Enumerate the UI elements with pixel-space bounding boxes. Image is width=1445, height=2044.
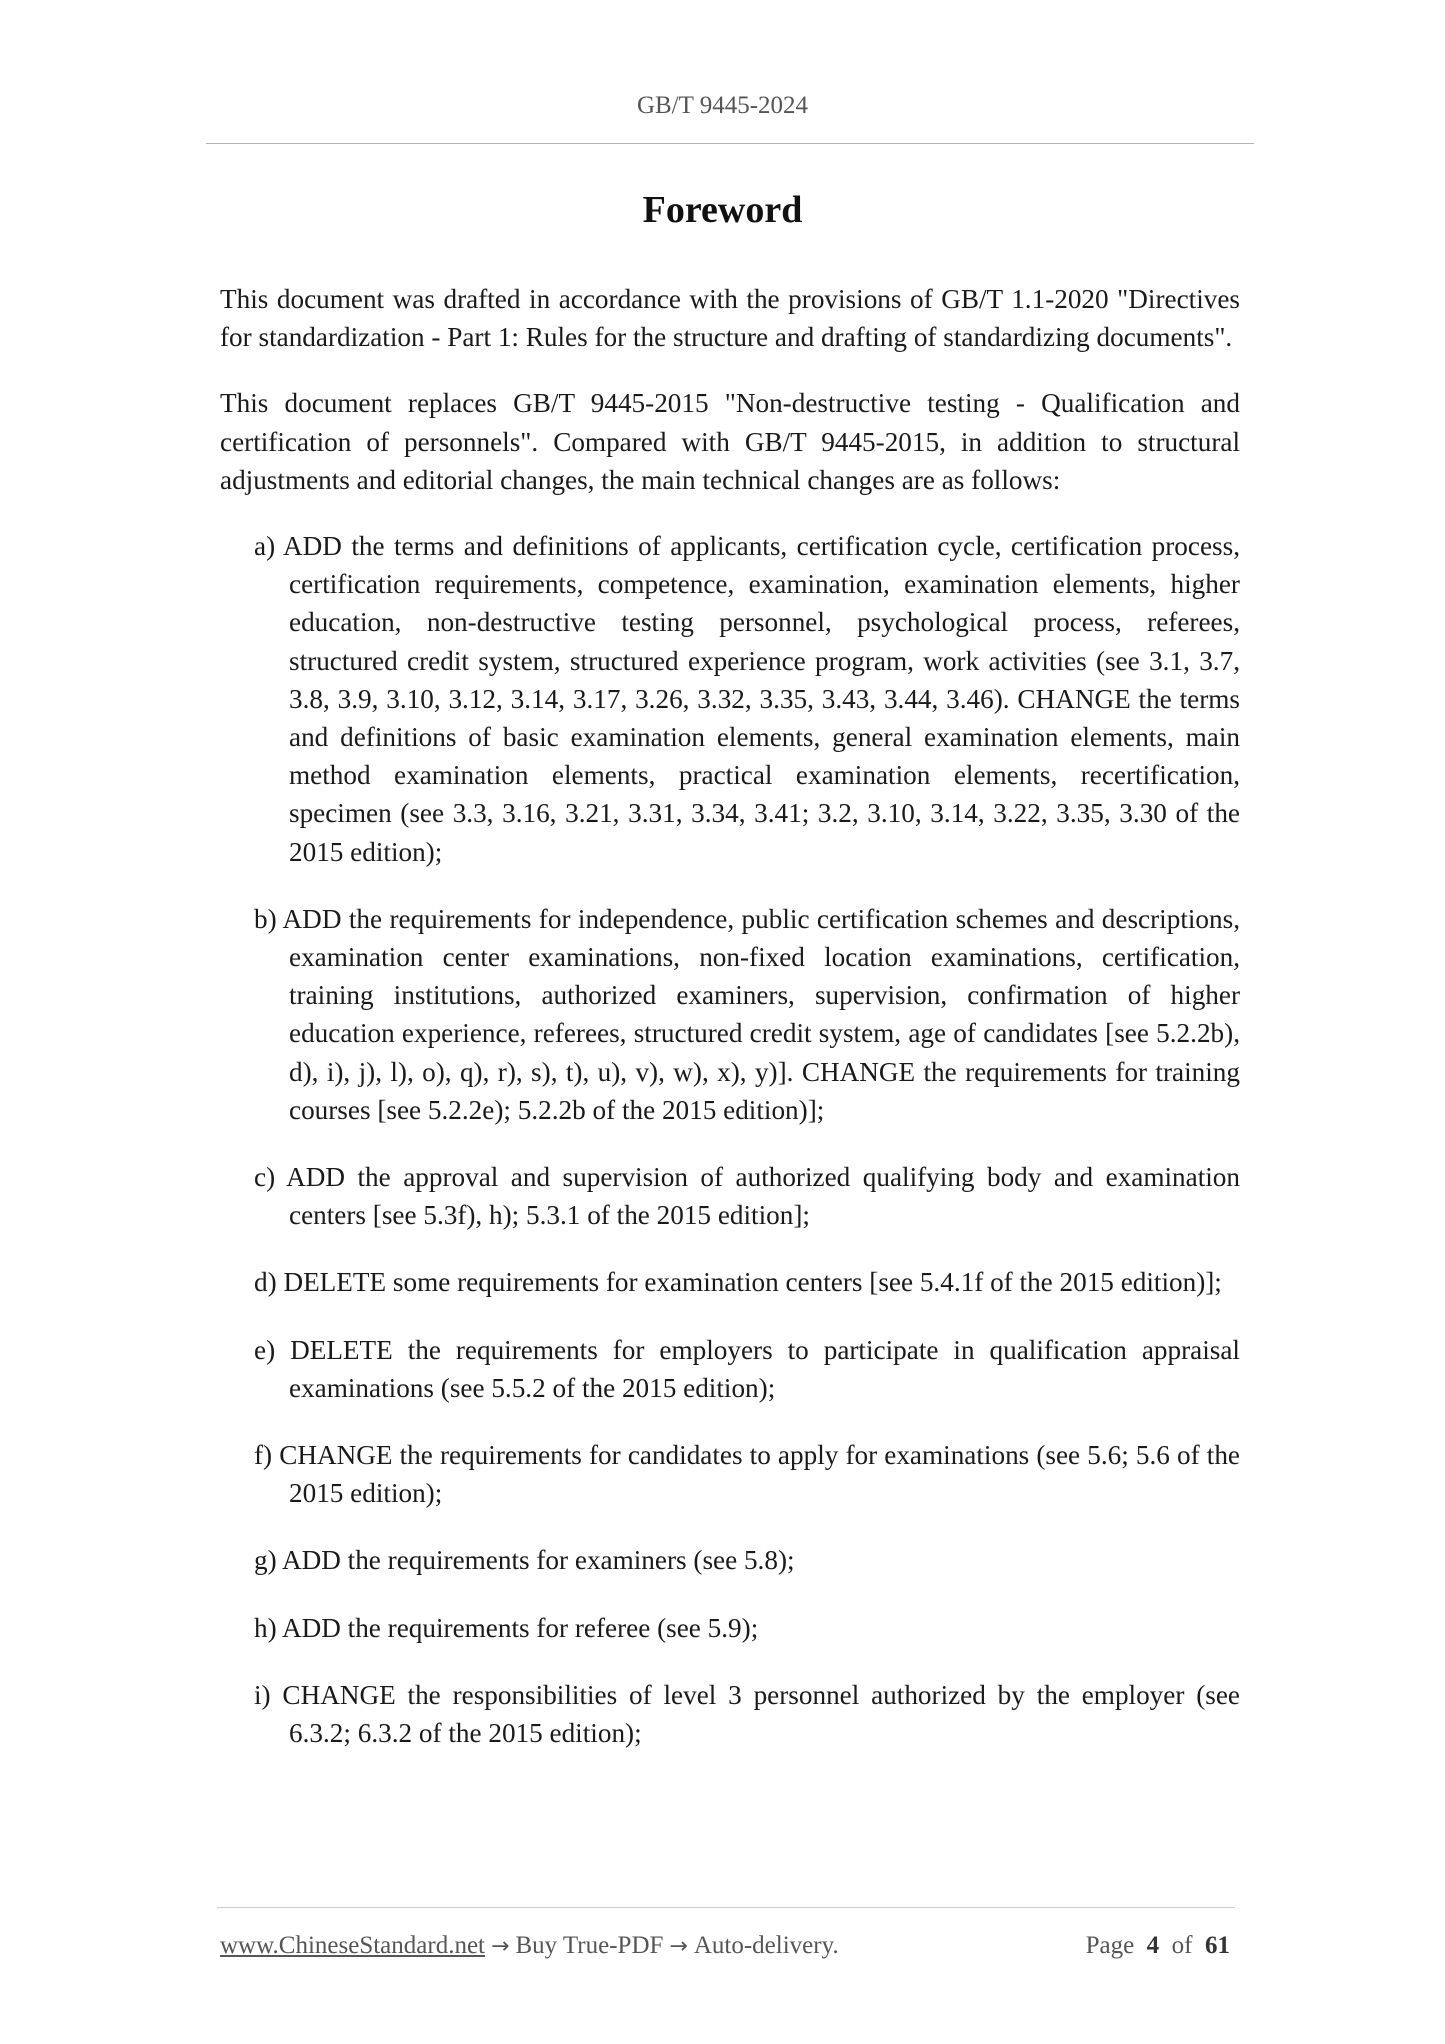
paragraph-drafting-basis: This document was drafted in accordance with the provisions of GB/T 1.1-2020 "Directives for standardization - Part 1: Rules for the structure and drafting of standardizing documents". <box>220 284 1240 353</box>
list-item-i: i) CHANGE the responsibilities of level 3 personnel authorized by the employer (see 6.3.2; 6.3.2 of the 2015 edition); <box>254 1679 1240 1749</box>
list-item-f: f) CHANGE the requirements for candidates to apply for examinations (see 5.6; 5.6 of the 2015 edition); <box>254 1440 1240 1509</box>
arrow-right-icon: → <box>669 1934 688 1959</box>
technical-changes-list <box>220 527 1240 1752</box>
list-item-a: a) ADD the terms and definitions of applicants, certification cycle, certification process, certification requirements, competence, examination, examination elements, higher education, non-destructive testing personnel, psychological process, referees, structured credit system, structured experience program, work activities (see 3.1, 3.7, 3.8, 3.9, 3.10, 3.12, 3.14, 3.17, 3.26, 3.32, 3.35, 3.43, 3.44, 3.46). CHANGE the terms and definitions of basic examination elements, general examination elements, main method examination elements, practical examination elements, recertification, specimen (see 3.3, 3.16, 3.21, 3.31, 3.34, 3.41; 3.2, 3.10, 3.14, 3.22, 3.35, 3.30 of the 2015 edition); <box>254 531 1240 867</box>
list-item-c: c) ADD the approval and supervision of authorized qualifying body and examination centers [see 5.3f), h); 5.3.1 of the 2015 edition]; <box>254 1162 1240 1231</box>
list-item-g: g) ADD the requirements for examiners (see 5.8); <box>254 1545 795 1576</box>
document-code: GB/T 9445-2024 <box>636 92 809 119</box>
page-number <box>1086 1932 1230 1960</box>
buy-true-pdf-text: Buy True-PDF <box>515 1932 664 1959</box>
page-of: of <box>1171 1932 1193 1959</box>
footer-promo <box>220 1932 839 1960</box>
arrow-right-icon: → <box>491 1934 510 1959</box>
list-item-e: e) DELETE the requirements for employers to participate in qualification appraisal examinations (see 5.5.2 of the 2015 edition); <box>254 1334 1240 1403</box>
header-divider <box>206 143 1254 144</box>
list-item-h: h) ADD the requirements for referee (see 5.9); <box>254 1612 759 1643</box>
footer-divider <box>217 1907 1235 1908</box>
foreword-body <box>220 280 1240 1781</box>
page-title: Foreword <box>642 189 803 231</box>
list-item-b: b) ADD the requirements for independence, public certification schemes and descriptions, examination center examinations, non-fixed location examinations, certification, training institutions, authorized examiners, supervision, confirmation of higher education experience, referees, structured credit system, age of candidates [see 5.2.2b), d), i), j), l), o), q), r), s), t), u), v), w), x), y)]. CHANGE the requirements for training courses [see 5.2.2e); 5.2.2b of the 2015 edition)]; <box>254 903 1240 1125</box>
page-current: 4 <box>1146 1932 1160 1959</box>
page-total: 61 <box>1205 1932 1230 1959</box>
paragraph-replacement-notice: This document replaces GB/T 9445-2015 "Non-destructive testing - Qualification and certification of personnels". Compared with GB/T 9445-2015, in addition to structural adjustments and editorial changes, the main technical changes are as follows: <box>220 388 1240 495</box>
list-item-d: d) DELETE some requirements for examination centers [see 5.4.1f of the 2015 edition)]; <box>254 1267 1222 1298</box>
page-header <box>0 92 1445 120</box>
site-link[interactable]: www.ChineseStandard.net <box>220 1932 485 1959</box>
page-label: Page <box>1085 1932 1135 1959</box>
auto-delivery-text: Auto-delivery. <box>693 1932 839 1959</box>
